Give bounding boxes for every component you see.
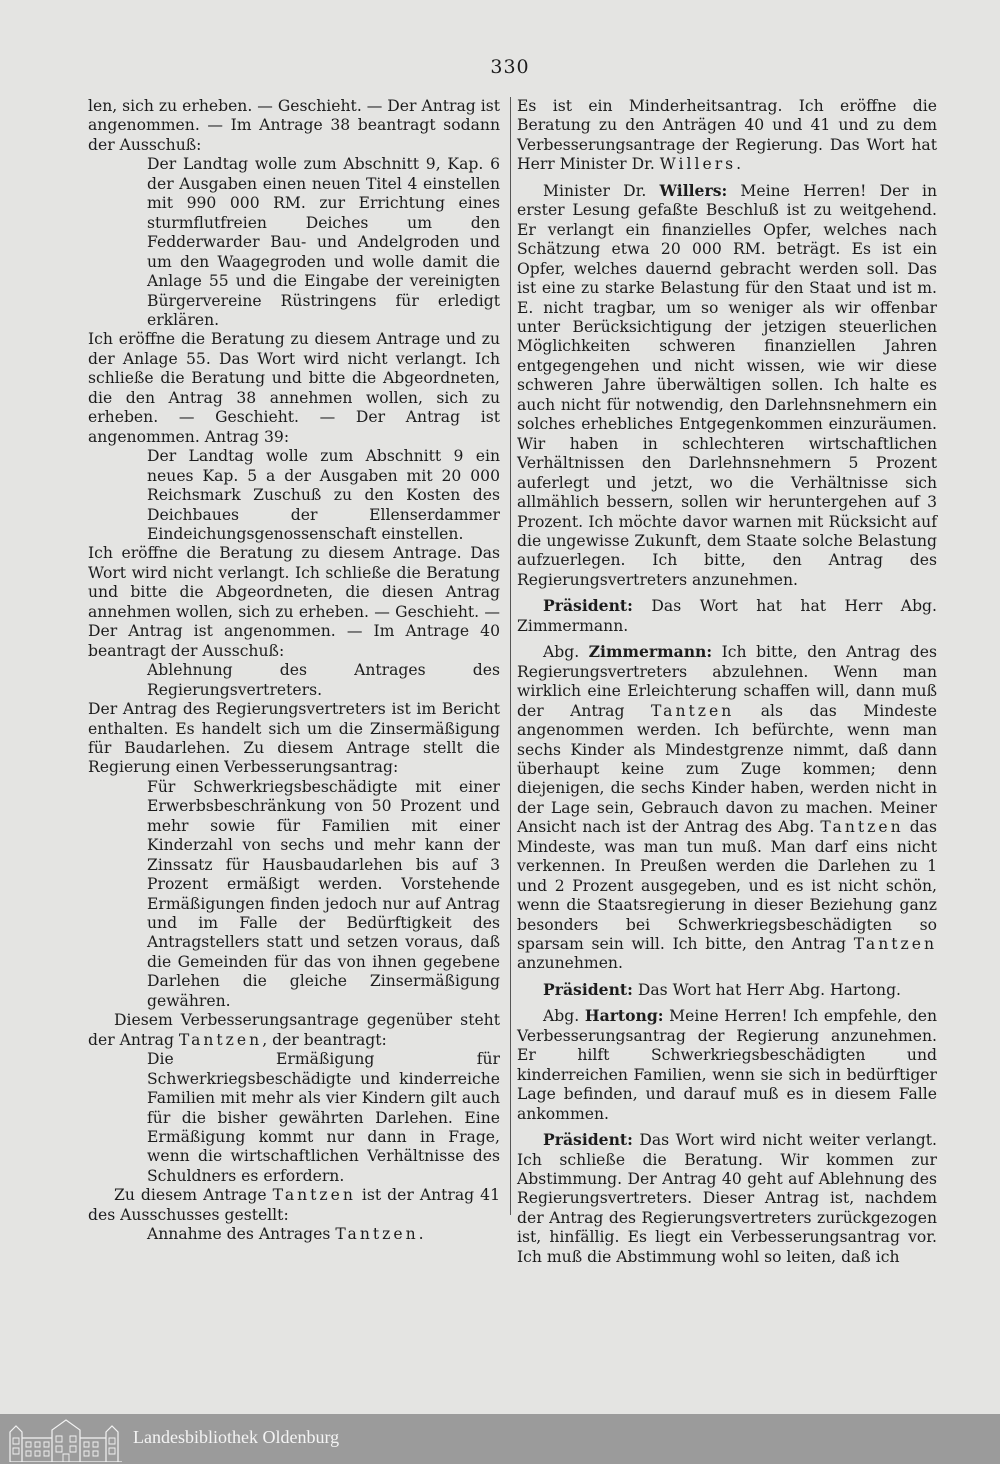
speech	[517, 1006, 937, 1124]
paragraph: Der Antrag des Regierungsvertreters ist im Bericht enthalten. Es handelt sich um die Zinsermäßigung für Baudarlehen. Zu diesem Antrage stellt die Regierung einen Verbesserungsantrag:	[88, 700, 500, 777]
paragraph	[88, 1186, 500, 1225]
text: Abg.	[543, 643, 589, 662]
spaced-name: Tantzen	[272, 1186, 356, 1205]
text: anzunehmen.	[517, 954, 623, 973]
text: ist der Antrag 41 des Ausschusses gestellt:	[88, 1186, 500, 1224]
paragraph: len, sich zu erheben. — Geschieht. — Der Antrag ist angenommen. — Im Antrage 38 beantragt sodann der Ausschuß:	[88, 97, 500, 154]
motion-quote: Der Landtag wolle zum Abschnitt 9, Kap. 6 der Ausgaben einen neuen Titel 4 einstellen mit 990 000 RM. zur Errichtung eines sturmflutfreien Deiches um den Fedderwarder Bau- und Andelgroden und um den Waagegroden und wolle damit die Anlage 55 und die Eingabe der vereinigten Bürgervereine Rüstringens für erledigt erklären.	[147, 155, 500, 329]
spaced-name: Tantzen	[178, 1030, 263, 1049]
library-building-logo-icon	[8, 1418, 124, 1462]
text: Das Wort wird nicht weiter verlangt. Ich schließe die Beratung. Wir kommen zur Abstimmung. Der Antrag 40 geht auf Ablehnung des Regierungsvertreters. Dieser Antrag ist, nachdem der Antrag des Regierungsvertreters zurückgezogen ist, hinfällig. Es liegt ein Verbesserungsantrag vor. Ich muß die Abstimmung wohl so leiten, daß ich	[517, 1131, 937, 1266]
text: Es ist ein Minderheitsantrag. Ich eröffne die Beratung zu den Anträgen 40 und 41 und zu dem Verbesserungsantrage der Regierung. Das Wort hat Herr Minister Dr.	[517, 97, 937, 174]
paragraph	[517, 97, 937, 175]
spaced-name: Willers	[659, 155, 737, 174]
text: .	[736, 155, 742, 174]
speaker-name: Hartong:	[584, 1006, 664, 1026]
motion-quote	[147, 1225, 500, 1244]
speech	[517, 1130, 937, 1267]
page-number: 330	[490, 56, 530, 78]
motion-quote: Für Schwerkriegsbeschädigte mit einer Erwerbsbeschränkung von 50 Prozent und mehr sowie für Familien mit einer Kinderzahl von sechs und mehr kann der Zinssatz für Hausbaudarlehen bis auf 3 Prozent ermäßigt werden. Vorstehende Ermäßigungen finden jedoch nur auf Antrag und im Falle der Bedürftigkeit des Antragstellers statt und setzen voraus, daß die Gemeinden für das von ihnen gegebene Darlehen die gleiche Zinsermäßigung gewähren.	[147, 777, 500, 1010]
text: , der beantragt:	[262, 1030, 387, 1049]
spaced-name: Tantzen	[335, 1225, 419, 1244]
text: Zu diesem Antrage	[114, 1186, 273, 1205]
right-column	[517, 97, 937, 1267]
library-name: Landesbibliothek Oldenburg	[133, 1427, 340, 1447]
speech	[517, 980, 937, 1000]
speech	[517, 642, 937, 974]
text: Minister Dr.	[543, 181, 660, 200]
spaced-name: Tantzen	[853, 935, 937, 954]
speaker-name: Zimmermann:	[588, 642, 713, 662]
text: Meine Herren! Ich empfehle, den Verbesserungsantrag der Regierung anzunehmen. Er hilft Schwerkriegsbeschädigten und kinderreichen Familien, wenn sie sich in bedürftiger Lage befinden, und darauf muß es in diesem Falle ankommen.	[517, 1007, 937, 1123]
text: als das Mindeste angenommen werden. Ich befürchte, wenn man sechs Kinder als Mindestgrenze nimmt, daß dann überhaupt keine zum Zuge kommen; denn diejenigen, die sechs Kinder haben, werden nicht in der Lage sein, Gebrauch davon zu machen. Meiner Ansicht nach ist der Antrag des Abg.	[517, 701, 937, 837]
text: Annahme des Antrages	[147, 1225, 336, 1244]
spaced-name: Tantzen	[650, 701, 735, 720]
column-divider	[510, 97, 511, 1215]
text: Meine Herren! Der in erster Lesung gefaßte Beschluß ist zu weitgehend. Er verlangt ein finanzielles Opfer, welches nach Schätzung etwa 20 000 RM. beträgt. Es ist ein Opfer, welches dauernd gebracht werden soll. Das ist eine zu starke Belastung für den Staat und ist m. E. nicht tragbar, um so weniger als wir offenbar unter Berücksichtigung der jetzigen steuerlichen Möglichkeiten schweren finanziellen Jahren entgegengehen und nicht wissen, wie wir diese schweren Jahre überwältigen sollen. Ich halte es auch nicht für notwendig, den Darlehnsnehmern ein solches erhebliches Entgegenkommen einzuräumen. Wir haben in schlechteren wirtschaftlichen Verhältnissen den Darlehnsnehmern 5 Prozent auferlegt und jetzt, wo die Verhältnisse sich allmählich bessern, sollen wir heruntergehen auf 3 Prozent. Ich möchte davor warnen mit Rücksicht auf die ungewisse Zukunft, dem Staate solche Belastung aufzuerlegen. Ich bitte, den Antrag des Regierungsvertreters anzunehmen.	[517, 181, 937, 589]
text: Ich bitte, den Antrag des Regierungsvertreters abzulehnen. Wenn man wirklich eine Erleichterung schaffen will, dann muß der Antrag	[517, 643, 937, 720]
text: .	[418, 1225, 424, 1244]
left-column	[88, 97, 500, 1245]
speaker-name: Willers:	[659, 180, 728, 200]
speaker-name: Präsident:	[543, 596, 633, 616]
paragraph: Ich eröffne die Beratung zu diesem Antrage und zu der Anlage 55. Das Wort wird nicht verlangt. Ich schließe die Beratung und bitte die Abgeordneten, die den Antrag 38 annehmen wollen, sich zu erheben. — Geschieht. — Der Antrag ist angenommen. Antrag 39:	[88, 330, 500, 446]
motion-quote: Der Landtag wolle zum Abschnitt 9 ein neues Kap. 5 a der Ausgaben mit 20 000 Reichsmark Zuschuß zu den Kosten des Deichbaues der Ellenserdammer Eindeichungsgenossenschaft einstellen.	[147, 447, 500, 543]
library-footer	[0, 1414, 1000, 1464]
motion-quote: Ablehnung des Antrages des Regierungsvertreters.	[147, 661, 500, 699]
paragraph	[88, 1011, 500, 1050]
paragraph: Ich eröffne die Beratung zu diesem Antrage. Das Wort wird nicht verlangt. Ich schließe die Beratung und bitte die Abgeordneten, die diesen Antrag annehmen wollen, sich zu erheben. — Geschieht. — Der Antrag ist angenommen. — Im Antrage 40 beantragt der Ausschuß:	[88, 544, 500, 660]
speech	[517, 596, 937, 636]
text: Abg.	[543, 1007, 585, 1026]
speech	[517, 181, 937, 591]
text: das Mindeste, was man tun muß. Man darf eins nicht verkennen. In Preußen werden die Darlehen zu 1 und 2 Prozent ausgegeben, und es ist nicht schön, wenn die Staatsregierung in dieser Beziehung ganz besonders bei Schwerkriegsbeschädigten so sparsam sein will. Ich bitte, den Antrag	[517, 818, 937, 954]
speaker-name: Präsident:	[543, 979, 633, 999]
text: Das Wort hat Herr Abg. Hartong.	[632, 980, 902, 999]
text: Diesem Verbesserungsantrage gegenüber steht der Antrag	[88, 1011, 500, 1049]
text: Das Wort hat hat Herr Abg. Zimmermann.	[517, 597, 937, 635]
motion-quote: Die Ermäßigung für Schwerkriegsbeschädigte und kinderreiche Familien mit mehr als vier Kindern gilt auch für die bisher gewährten Darlehen. Eine Ermäßigung kommt nur dann in Frage, wenn die wirtschaftlichen Verhältnisse des Schuldners es erfordern.	[147, 1050, 500, 1185]
spaced-name: Tantzen	[820, 818, 904, 837]
speaker-name: Präsident:	[543, 1130, 633, 1150]
